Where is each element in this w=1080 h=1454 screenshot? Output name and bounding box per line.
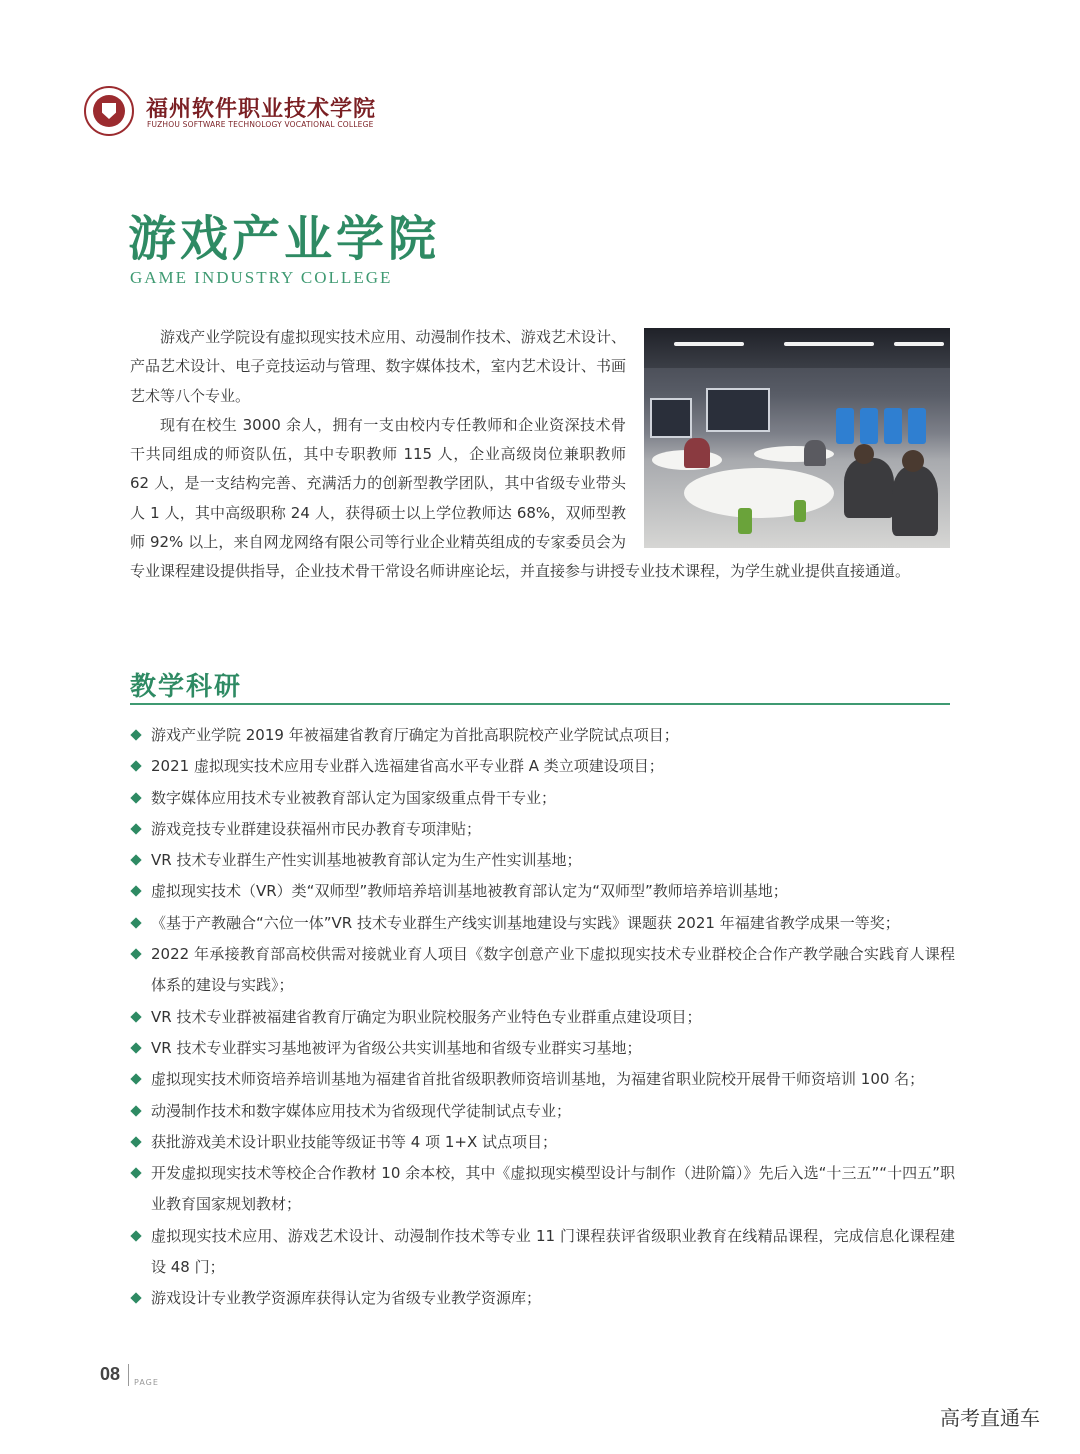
- diamond-bullet-icon: [130, 1105, 141, 1116]
- list-item: 游戏产业学院 2019 年被福建省教育厅确定为首批高职院校产业学院试点项目；: [130, 720, 955, 751]
- list-item: VR 技术专业群生产性实训基地被教育部认定为生产性实训基地；: [130, 845, 955, 876]
- list-item: 虚拟现实技术师资培养培训基地为福建省首批省级职教师资培训基地，为福建省职业院校开展骨干师资培训 100 名；: [130, 1064, 955, 1095]
- diamond-bullet-icon: [130, 1042, 141, 1053]
- diamond-bullet-icon: [130, 1136, 141, 1147]
- intro-section: [130, 323, 950, 587]
- diamond-bullet-icon: [130, 948, 141, 959]
- page-subtitle: GAME INDUSTRY COLLEGE: [130, 268, 393, 287]
- list-item: 虚拟现实技术（VR）类“双师型”教师培养培训基地被教育部认定为“双师型”教师培养培训基地；: [130, 876, 955, 907]
- diamond-bullet-icon: [130, 886, 141, 897]
- list-item: VR 技术专业群实习基地被评为省级公共实训基地和省级专业群实习基地；: [130, 1033, 955, 1064]
- list-item: 获批游戏美术设计职业技能等级证书等 4 项 1+X 试点项目；: [130, 1127, 955, 1158]
- vr-classroom-photo: [644, 328, 950, 548]
- watermark: 高考直通车: [940, 1406, 1040, 1430]
- list-item: 2022 年承接教育部高校供需对接就业育人项目《数字创意产业下虚拟现实技术专业群校企合作产教学融合实践育人课程体系的建设与实践》；: [130, 939, 955, 1002]
- diamond-bullet-icon: [130, 917, 141, 928]
- college-logo: [84, 86, 134, 136]
- list-item: 游戏设计专业教学资源库获得认定为省级专业教学资源库；: [130, 1283, 955, 1314]
- list-item: 开发虚拟现实技术等校企合作教材 10 余本校，其中《虚拟现实模型设计与制作（进阶篇）》先后入选“十三五”“十四五”职业教育国家规划教材；: [130, 1158, 955, 1221]
- diamond-bullet-icon: [130, 1074, 141, 1085]
- diamond-bullet-icon: [130, 761, 141, 772]
- diamond-bullet-icon: [130, 729, 141, 740]
- section-title: 教学科研: [130, 672, 243, 702]
- achievements-list: [130, 720, 955, 1315]
- diamond-bullet-icon: [130, 1230, 141, 1241]
- section-divider: [130, 703, 950, 705]
- list-item: VR 技术专业群被福建省教育厅确定为职业院校服务产业特色专业群重点建设项目；: [130, 1002, 955, 1033]
- intro-paragraph: 现有在校生 3000 余人，拥有一支由校内专任教师和企业资深技术骨干共同组成的师资队伍，其中专职教师 115 人，企业高级岗位兼职教师 62 人，是一支结构完善、充满活力的创新型教学团队，其中省级专业带头人 1 人，其中高级职称 24 人，获得硕士以上学位教师达 68%，双师型教师 92% 以上，来自网龙网络有限公司等行业企业精英组成的专家委员会为专业课程建设提供指导，企业技术骨干常设名师讲座论坛，并直接参与讲授专业技术课程，为学生就业提供直接通道。: [130, 415, 911, 581]
- shield-icon: [102, 103, 116, 119]
- page-number: 08: [100, 1364, 121, 1384]
- diamond-bullet-icon: [130, 1011, 141, 1022]
- diamond-bullet-icon: [130, 1167, 141, 1178]
- diamond-bullet-icon: [130, 823, 141, 834]
- list-item: 2021 虚拟现实技术应用专业群入选福建省高水平专业群 A 类立项建设项目；: [130, 751, 955, 782]
- college-name-cn: 福州软件职业技术学院: [146, 97, 377, 122]
- list-item: 游戏竞技专业群建设获福州市民办教育专项津贴；: [130, 814, 955, 845]
- diamond-bullet-icon: [130, 792, 141, 803]
- list-item: 动漫制作技术和数字媒体应用技术为省级现代学徒制试点专业；: [130, 1096, 955, 1127]
- diamond-bullet-icon: [130, 1293, 141, 1304]
- page-divider: [128, 1364, 129, 1386]
- list-item: 虚拟现实技术应用、游戏艺术设计、动漫制作技术等专业 11 门课程获评省级职业教育在线精品课程，完成信息化课程建设 48 门；: [130, 1221, 955, 1284]
- list-item: 数字媒体应用技术专业被教育部认定为国家级重点骨干专业；: [130, 783, 955, 814]
- college-name-en: FUZHOU SOFTWARE TECHNOLOGY VOCATIONAL COLLEGE: [147, 120, 374, 129]
- diamond-bullet-icon: [130, 855, 141, 866]
- page-label: PAGE: [134, 1378, 159, 1387]
- page-title: 游戏产业学院: [128, 211, 441, 267]
- intro-paragraph: 游戏产业学院设有虚拟现实技术应用、动漫制作技术、游戏艺术设计、产品艺术设计、电子竞技运动与管理、数字媒体技术，室内艺术设计、书画艺术等八个专业。: [130, 328, 626, 405]
- list-item: 《基于产教融合“六位一体”VR 技术专业群生产线实训基地建设与实践》课题获 2021 年福建省教学成果一等奖；: [130, 908, 955, 939]
